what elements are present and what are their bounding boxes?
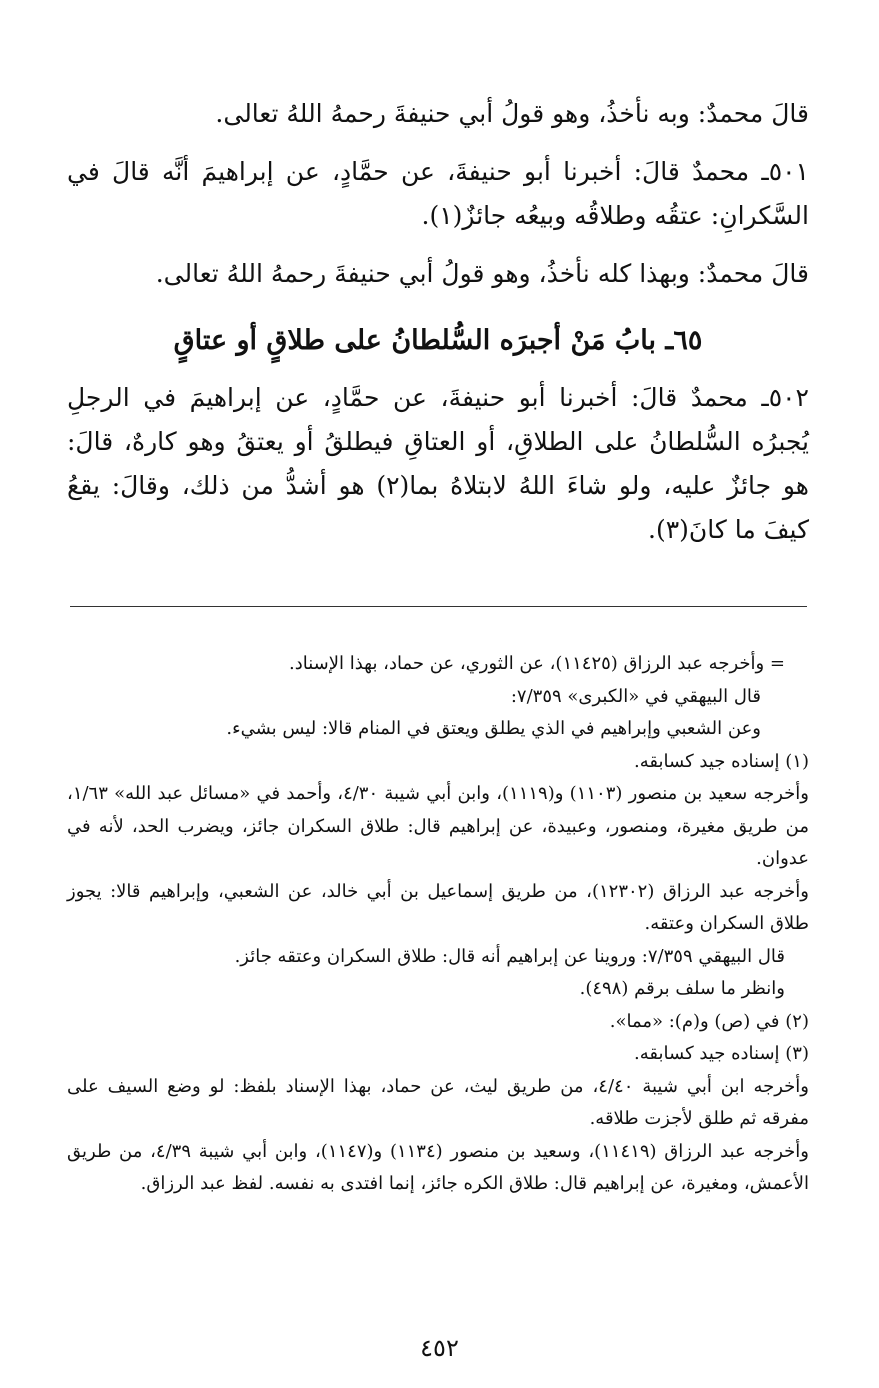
footnote-line: وأخرجه سعيد بن منصور (١١٠٣) و(١١١٩)، وابن أبي شيبة ٤/٣٠، وأحمد في «مسائل عبد الله» ١/٦٣، من طريق مغيرة، ومنصور، وعبيدة، عن إبراهيم قال: طلاق السكران جائز، ويضرب الحد، لأنه في عدوان. xyxy=(67,783,809,869)
paragraph-3: قالَ محمدٌ: وبهذا كله نأخذُ، وهو قولُ أبي حنيفةَ رحمهُ اللهُ تعالى. xyxy=(155,259,809,288)
footnote-line: قال البيهقي في «الكبرى» ٧/٣٥٩: xyxy=(510,685,761,707)
chapter-heading: ٦٥ـ بابُ مَنْ أجبرَه السُّلطانُ على طلاقٍ أو عتاقٍ xyxy=(173,325,703,356)
footnote-line: وأخرجه عبد الرزاق (١١٤١٩)، وسعيد بن منصور (١١٣٤) و(١١٤٧)، وابن أبي شيبة ٤/٣٩، من طريق الأعمش، ومغيرة، عن إبراهيم قال: طلاق الكره جائز، إنما افتدى به نفسه. لفظ عبد الرزاق. xyxy=(67,1140,809,1194)
footnotes xyxy=(67,648,809,1201)
paragraph-501: ٥٠١ـ محمدٌ قالَ: أخبرنا أبو حنيفةَ، عن حمَّادٍ، عن إبراهيمَ أنَّه قالَ في السَّكرانِ: عتقُه وطلاقُه وبيعُه جائزٌ(١). xyxy=(67,157,809,230)
footnote-line: وعن الشعبي وإبراهيم في الذي يطلق ويعتق في المنام قالا: ليس بشيء. xyxy=(226,718,761,739)
paragraph-502: ٥٠٢ـ محمدٌ قالَ: أخبرنا أبو حنيفةَ، عن حمَّادٍ، عن إبراهيمَ في الرجلِ يُجبرُه السُّلطانُ على الطلاقِ، أو العتاقِ فيطلقُ أو يعتقُ وهو كارهٌ، قالَ: هو جائزٌ عليه، ولو شاءَ اللهُ لابتلاهُ بما(٢) هو أشدُّ من ذلك، وقالَ: يقعُ كيفَ ما كانَ(٣). xyxy=(67,383,809,544)
page-number: ٤٥٢ xyxy=(420,1334,459,1362)
footnote-line: وانظر ما سلف برقم (٤٩٨). xyxy=(579,978,785,999)
footnote-separator xyxy=(70,606,807,607)
footnote-line: قال البيهقي ٧/٣٥٩: وروينا عن إبراهيم أنه قال: طلاق السكران وعتقه جائز. xyxy=(234,945,785,967)
footnote-2: (٢) في (ص) و(م): «مما». xyxy=(609,1010,809,1032)
main-text xyxy=(67,92,809,566)
footnote-line: وأخرجه ابن أبي شيبة ٤/٤٠، من طريق ليث، عن حماد، بهذا الإسناد بلفظ: لو وضع السيف على مفرقه ثم طلق لأجزت طلاقه. xyxy=(67,1075,809,1129)
paragraph-1: قالَ محمدٌ: وبه نأخذُ، وهو قولُ أبي حنيفةَ رحمهُ اللهُ تعالى. xyxy=(215,99,809,128)
footnote-3: (٣) إسناده جيد كسابقه. xyxy=(634,1043,809,1064)
footnote-1: (١) إسناده جيد كسابقه. xyxy=(634,750,809,772)
footnote-line: وأخرجه عبد الرزاق (١٢٣٠٢)، من طريق إسماعيل بن أبي خالد، عن الشعبي، وإبراهيم قالا: يجوز طلاق السكران وعتقه. xyxy=(67,880,809,934)
footnote-line: = وأخرجه عبد الرزاق (١١٤٢٥)، عن الثوري، عن حماد، بهذا الإسناد. xyxy=(288,653,785,674)
